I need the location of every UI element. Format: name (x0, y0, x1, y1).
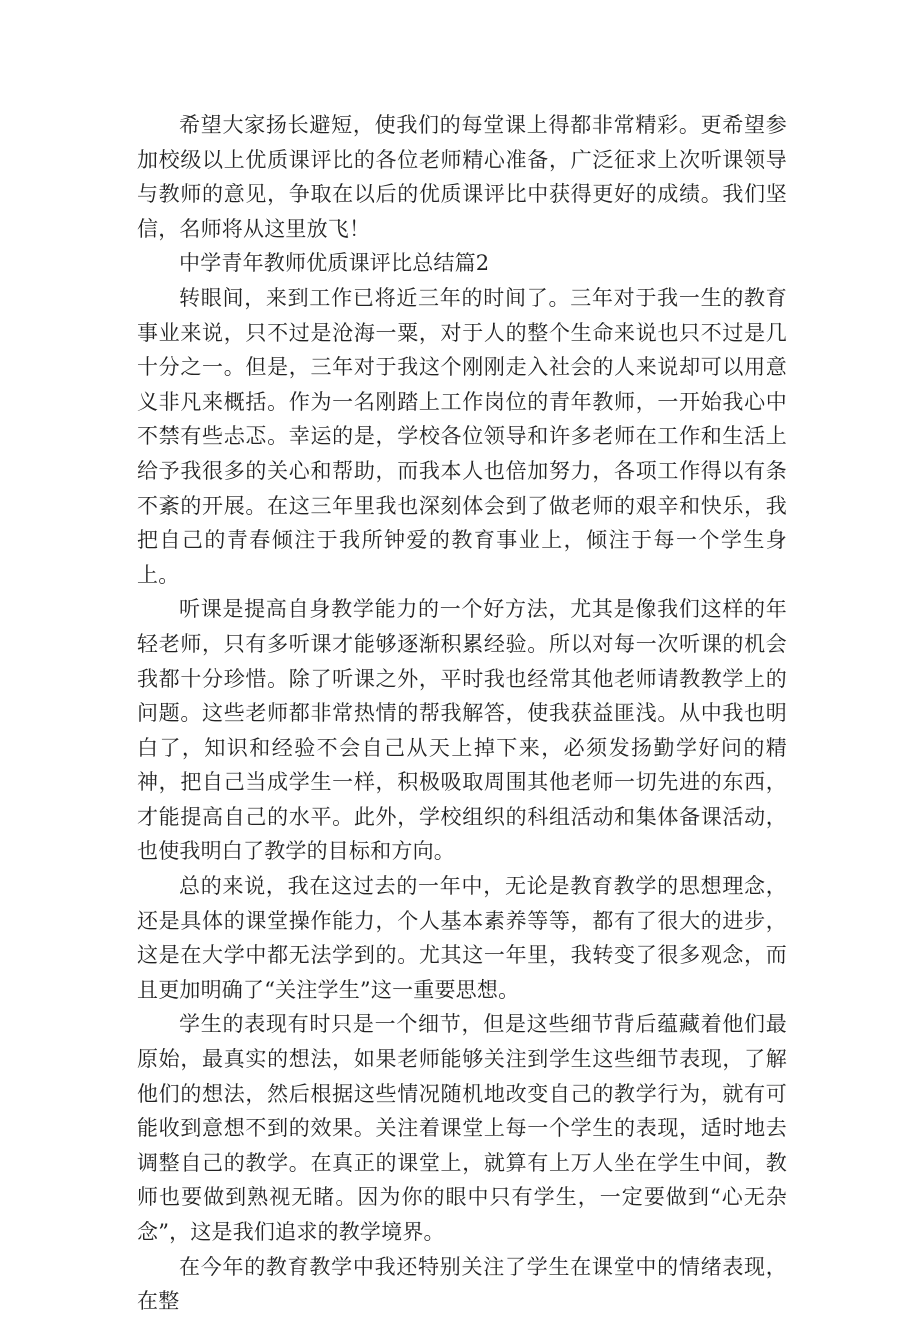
document-page (137, 108, 787, 1319)
body-paragraph-2: 听课是提高自身教学能力的一个好方法，尤其是像我们这样的年轻老师，只有多听课才能够逐渐积累经验。所以对每一次听课的机会我都十分珍惜。除了听课之外，平时我也经常其他老师请教教学上的问题。这些老师都非常热情的帮我解答，使我获益匪浅。从中我也明白了，知识和经验不会自己从天上掉下来，必须发扬勤学好问的精神，把自己当成学生一样，积极吸取周围其他老师一切先进的东西，才能提高自己的水平。此外，学校组织的科组活动和集体备课活动，也使我明白了教学的目标和方向。 (137, 597, 787, 864)
body-paragraph-1: 转眼间，来到工作已将近三年的时间了。三年对于我一生的教育事业来说，只不过是沧海一粟，对于人的整个生命来说也只不过是几十分之一。但是，三年对于我这个刚刚走入社会的人来说却可以用意义非凡来概括。作为一名刚踏上工作岗位的青年教师，一开始我心中不禁有些忐忑。幸运的是，学校各位领导和许多老师在工作和生活上给予我很多的关心和帮助，而我本人也倍加努力，各项工作得以有条不紊的开展。在这三年里我也深刻体会到了做老师的艰辛和快乐，我把自己的青春倾注于我所钟爱的教育事业上，倾注于每一个学生身上。 (137, 285, 787, 587)
body-paragraph-5: 在今年的教育教学中我还特别关注了学生在课堂中的情绪表现，在整 (137, 1254, 787, 1314)
intro-paragraph: 希望大家扬长避短，使我们的每堂课上得都非常精彩。更希望参加校级以上优质课评比的各位老师精心准备，广泛征求上次听课领导与教师的意见，争取在以后的优质课评比中获得更好的成绩。我们坚信，名师将从这里放飞！ (137, 113, 787, 241)
body-paragraph-3: 总的来说，我在这过去的一年中，无论是教育教学的思想理念，还是具体的课堂操作能力，个人基本素养等等，都有了很大的进步，这是在大学中都无法学到的。尤其这一年里，我转变了很多观念，而且更加明确了“关注学生”这一重要思想。 (137, 874, 787, 1002)
section-heading: 中学青年教师优质课评比总结篇2 (179, 251, 490, 276)
body-paragraph-4: 学生的表现有时只是一个细节，但是这些细节背后蕴藏着他们最原始，最真实的想法，如果老师能够关注到学生这些细节表现，了解他们的想法，然后根据这些情况随机地改变自己的教学行为，就有可能收到意想不到的效果。关注着课堂上每一个学生的表现，适时地去调整自己的教学。在真正的课堂上，就算有上万人坐在学生中间，教师也要做到熟视无睹。因为你的眼中只有学生，一定要做到“心无杂念”，这是我们追求的教学境界。 (137, 1012, 787, 1244)
